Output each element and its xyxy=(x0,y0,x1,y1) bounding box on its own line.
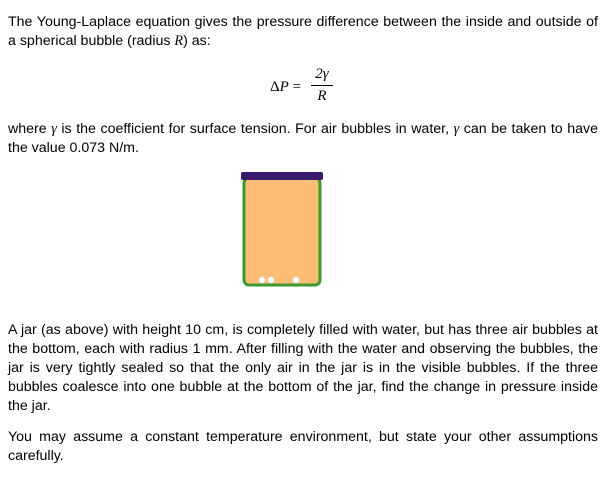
delta-symbol: Δ xyxy=(270,79,280,95)
air-bubble xyxy=(259,277,265,283)
jar-figure xyxy=(238,170,326,290)
fraction-bar xyxy=(311,85,333,86)
gamma-symbol: γ xyxy=(51,121,57,137)
jar-water xyxy=(244,178,320,285)
assumption-paragraph: You may assume a constant temperature environment, but state your other assumptions carefully. xyxy=(8,429,598,464)
gamma-text-a: where xyxy=(8,121,52,137)
equals-sign: = xyxy=(288,79,302,95)
intro-text-a: The Young-Laplace equation gives the pressure difference between the inside and outside of a spherical bubble (radius xyxy=(8,14,598,49)
gamma-symbol-2: γ xyxy=(453,121,460,137)
intro-paragraph xyxy=(8,13,598,51)
young-laplace-equation xyxy=(270,66,350,110)
equation-lhs xyxy=(270,79,301,96)
equation-numerator: 2γ xyxy=(315,66,329,82)
gamma-text-b: is the coefficient for surface tension. For air bubbles in water, xyxy=(56,121,454,137)
problem-paragraph: A jar (as above) with height 10 cm, is completely filled with water, but has three air bubbles at the bottom, each with radius 1 mm. After filling with the water and observing the bubbles, the jar is very tightly sealed so that the only air in the jar is in the visible bubbles. If the three bubbles coalesce into one bubble at the bottom of the jar, find the change in pressure inside the jar. xyxy=(8,322,598,414)
jar-diagram xyxy=(238,170,326,290)
pressure-symbol: P xyxy=(279,79,289,95)
gamma-paragraph xyxy=(8,120,598,158)
air-bubble xyxy=(268,277,274,283)
equation-denominator: R xyxy=(317,88,327,104)
jar-lid xyxy=(241,172,323,180)
equation-fraction xyxy=(311,66,333,105)
radius-symbol: R xyxy=(174,33,184,49)
intro-text-b: ) as: xyxy=(183,33,211,49)
air-bubble xyxy=(293,277,299,283)
gamma-text-c: can be taken to have the value 0.073 N/m. xyxy=(8,121,598,156)
